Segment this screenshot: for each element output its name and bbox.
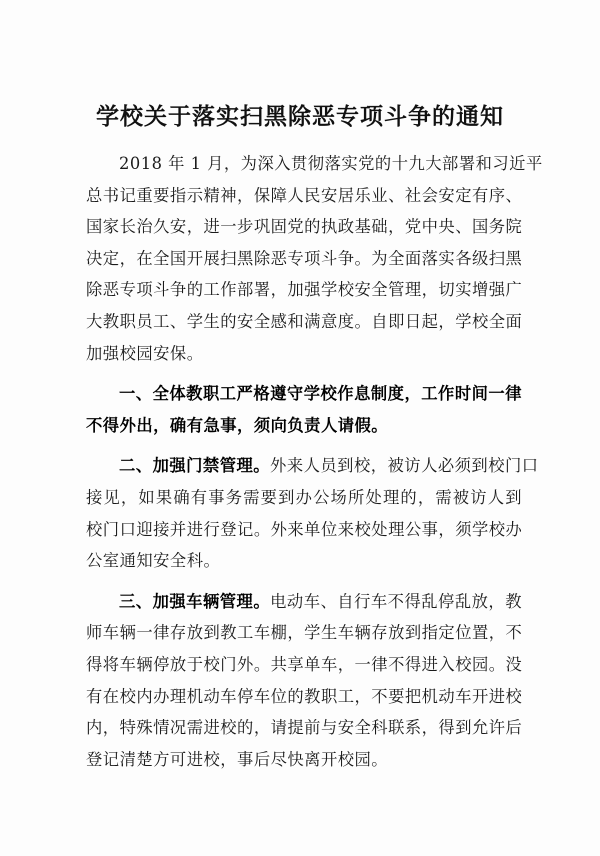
paragraph-line: 大教职员工、学生的安全感和满意度。自即日起，学校全面 xyxy=(86,311,523,331)
paragraph-line: 除恶专项斗争的工作部署，加强学校安全管理，切实增强广 xyxy=(86,280,523,300)
paragraph-line: 校门口迎接并进行登记。外来单位来校处理公事，须学校办 xyxy=(86,519,523,539)
section-heading: 二、加强门禁管理。 xyxy=(119,456,271,476)
paragraph-rule-1 xyxy=(86,378,522,441)
paragraph-line xyxy=(86,450,539,482)
paragraph-line: 内，特殊情况需进校的，请提前与安全科联系，得到允许后 xyxy=(86,718,523,738)
paragraph-line: 不得外出，确有急事，须向负责人请假。 xyxy=(86,415,389,435)
paragraph-line: 一、全体教职工严格遵守学校作息制度，工作时间一律 xyxy=(119,384,522,404)
document-title: 学校关于落实扫黑除恶专项斗争的通知 xyxy=(96,103,504,130)
paragraph-line xyxy=(86,586,522,618)
paragraph-line: 得将车辆停放于校门外。共享单车，一律不得进入校园。没 xyxy=(86,654,523,674)
paragraph-rule-2 xyxy=(86,450,539,576)
paragraph-rule-3 xyxy=(86,586,522,776)
paragraph-line: 登记清楚方可进校，事后尽快离开校园。 xyxy=(86,749,389,769)
paragraph-line-text: 外来人员到校，被访人必须到校门口 xyxy=(270,456,539,476)
paragraph-line: 决定，在全国开展扫黑除恶专项斗争。为全面落实各级扫黑 xyxy=(86,248,523,268)
paragraph-line: 总书记重要指示精神，保障人民安居乐业、社会安定有序、 xyxy=(86,185,523,205)
paragraph-line: 2018 年 1 月，为深入贯彻落实党的十九大部署和习近平 xyxy=(119,154,543,173)
paragraph-intro xyxy=(86,148,543,369)
paragraph-line: 有在校内办理机动车停车位的教职工，不要把机动车开进校 xyxy=(86,686,523,706)
section-heading: 三、加强车辆管理。 xyxy=(119,591,271,611)
paragraph-line: 师车辆一律存放到教工车棚，学生车辆存放到指定位置，不 xyxy=(86,623,523,643)
paragraph-line: 公室通知安全科。 xyxy=(86,551,221,571)
document-body xyxy=(86,148,543,775)
paragraph-line-text: 电动车、自行车不得乱停乱放，教 xyxy=(270,591,522,611)
paragraph-line: 国家长治久安，进一步巩固党的执政基础，党中央、国务院 xyxy=(86,217,523,237)
paragraph-line: 加强校园安保。 xyxy=(86,343,204,363)
paragraph-line: 接见，如果确有事务需要到办公场所处理的，需被访人到 xyxy=(86,487,522,507)
